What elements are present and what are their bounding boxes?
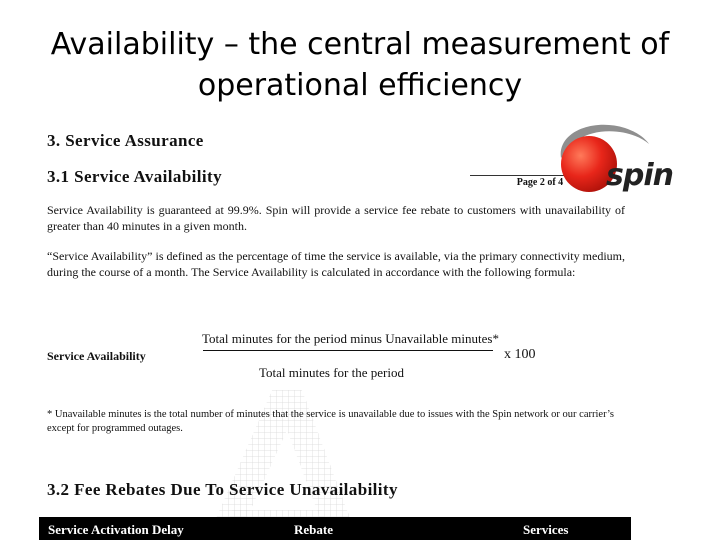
availability-paragraph: Service Availability is guaranteed at 99.9%. Spin will provide a service fee rebate to customers with unavailability of greater than 40 minutes in a given month. — [47, 203, 625, 233]
table-header-rebate: Rebate — [294, 522, 333, 537]
spin-logo-text: spin — [606, 158, 673, 193]
formula-denominator: Total minutes for the period — [259, 365, 404, 380]
page-label: Page 2 of 4 — [470, 175, 610, 188]
formula-multiplier: x 100 — [504, 347, 536, 362]
formula-label: Service Availability — [47, 349, 146, 363]
section-heading: 3. Service Assurance — [47, 131, 204, 150]
section-32-heading: 3.2 Fee Rebates Due To Service Unavailability — [47, 480, 398, 499]
document-scan — [37, 120, 633, 540]
slide-title — [0, 24, 720, 106]
slide-title-line-1: Availability – the central measurement of — [50, 27, 670, 62]
rebate-table-header — [39, 517, 631, 540]
table-header-services: Services — [523, 522, 569, 537]
slide-title-line-2: operational efficiency — [197, 68, 523, 103]
table-header-delay: Service Activation Delay — [48, 522, 184, 537]
spin-logo — [553, 118, 681, 198]
fraction-line — [203, 350, 493, 351]
subsection-heading: 3.1 Service Availability — [47, 167, 223, 186]
footnote: * Unavailable minutes is the total number of minutes that the service is unavailable due to issues with the Spin network or our carrier’s except for programmed outages. — [47, 409, 614, 434]
formula-numerator: Total minutes for the period minus Unavailable minutes* — [202, 331, 499, 346]
definition-paragraph: “Service Availability” is defined as the percentage of time the service is available, via the primary connectivity medium, during the course of a month. The Service Availability is calculated in accordance with the following formula: — [47, 249, 625, 279]
